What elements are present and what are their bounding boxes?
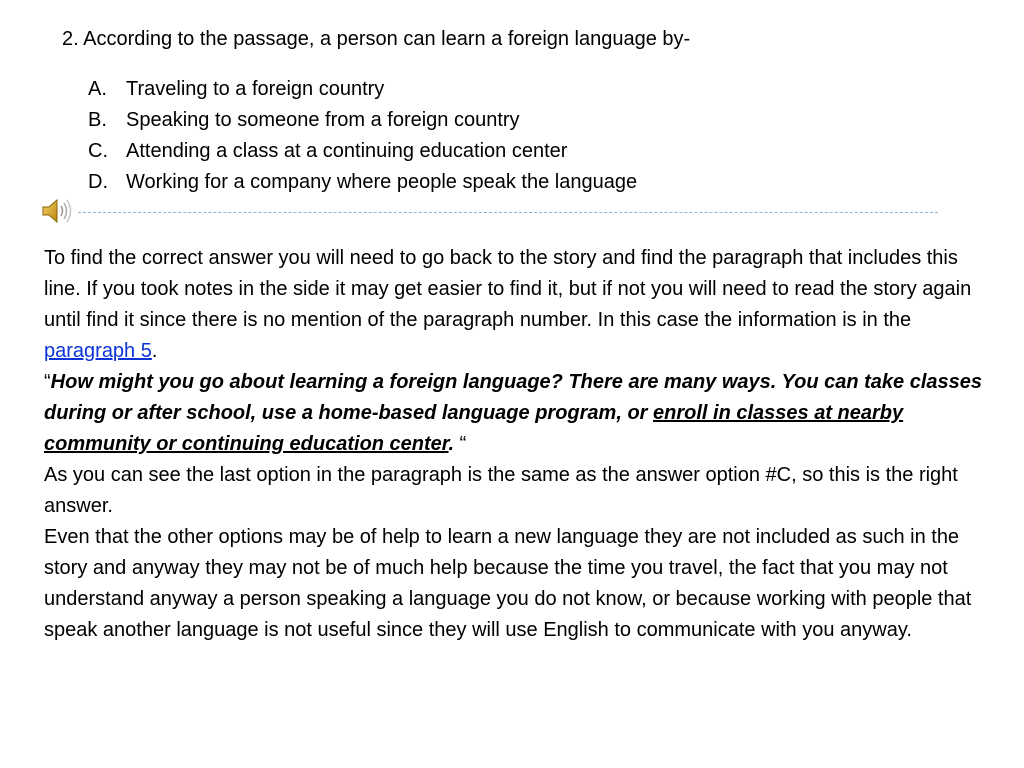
speaker-icon[interactable] <box>40 196 74 226</box>
option-text: Speaking to someone from a foreign country <box>126 109 520 131</box>
option-text: Attending a class at a continuing education center <box>126 140 568 162</box>
answer-option-c <box>88 136 637 167</box>
answer-options-list <box>88 74 637 198</box>
highlighted-answer-text: enroll in classes at nearby community or continuing education center <box>44 402 904 455</box>
option-letter: C. <box>88 140 108 162</box>
explanation-text <box>44 243 984 646</box>
answer-option-b <box>88 105 637 136</box>
explanation-paragraph-3: Even that the other options may be of help to learn a new language they are not included as such in the story and anyway they may not be of much help because the time you travel, the fact that you may not understand anyway a person speaking a language you do not know, or because working with people that speak another language is not useful since they will use English to communicate with you anyway. <box>44 526 972 641</box>
quoted-passage: “How might you go about learning a foreign language? There are many ways. You can take classes during or after school, use a home-based language program, or enroll in classes at nearby community or continuing education center. “ <box>44 371 983 455</box>
answer-option-a <box>88 74 637 105</box>
option-letter: B. <box>88 109 107 131</box>
explanation-paragraph-2: As you can see the last option in the paragraph is the same as the answer option #C, so this is the right answer. <box>44 464 958 517</box>
option-letter: D. <box>88 171 108 193</box>
option-text: Working for a company where people speak the language <box>126 171 638 193</box>
audio-progress-line <box>78 212 938 213</box>
option-text: Traveling to a foreign country <box>126 78 385 100</box>
paragraph-5-link[interactable]: paragraph 5 <box>44 340 152 362</box>
answer-option-d <box>88 167 637 198</box>
question-text: 2. According to the passage, a person can learn a foreign language by- <box>62 28 691 50</box>
option-letter: A. <box>88 78 107 100</box>
explanation-paragraph-1: To find the correct answer you will need to go back to the story and find the paragraph that includes this line. If you took notes in the side it may get easier to find it, but if not you will need to read the story again until find it since there is no mention of the paragraph number. In this case the information is in the paragraph 5. <box>44 247 972 362</box>
